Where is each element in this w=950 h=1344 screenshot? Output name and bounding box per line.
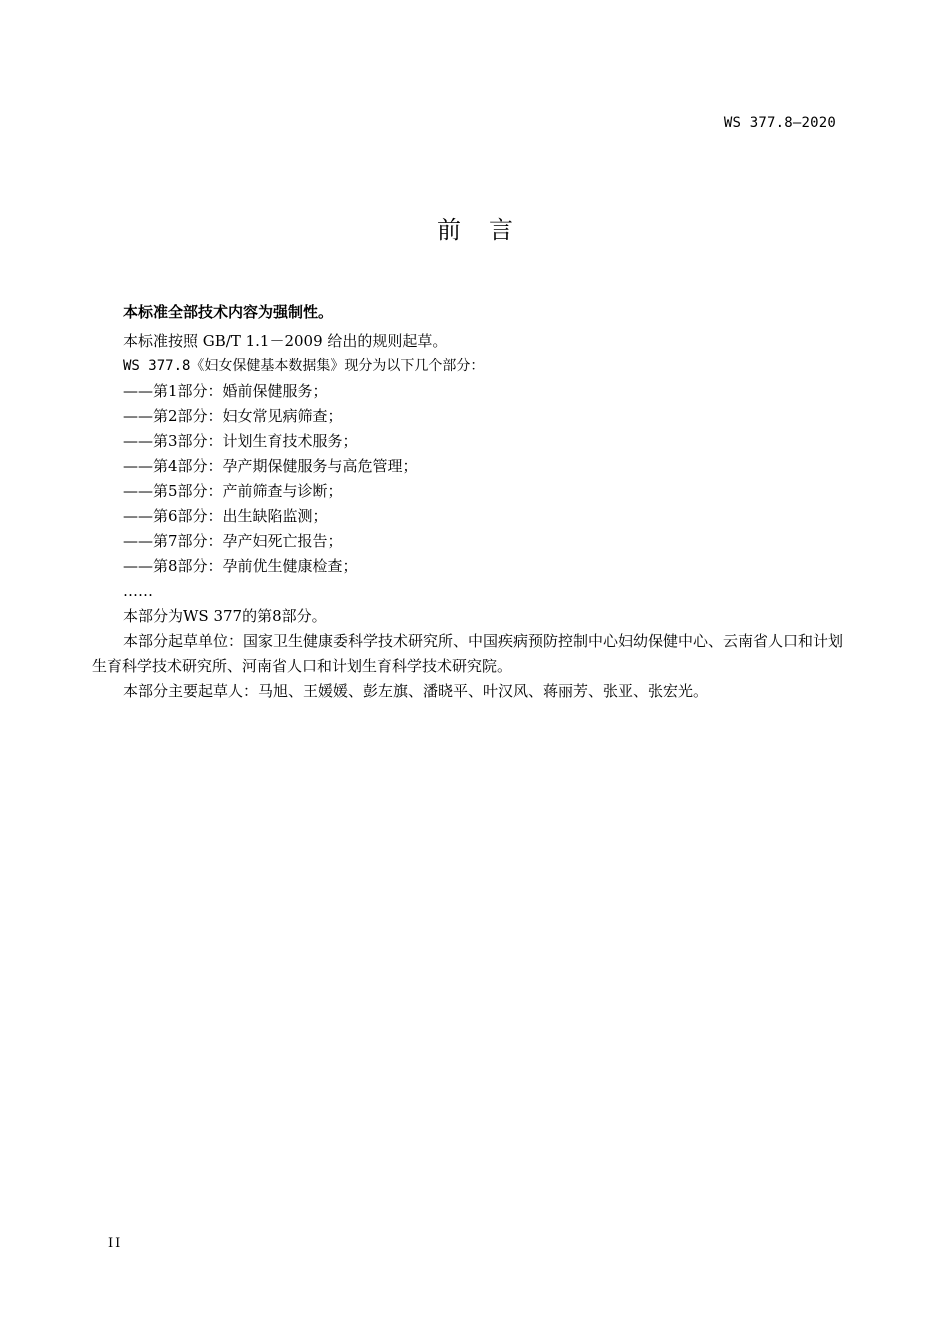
page-title: 前言 (437, 216, 541, 244)
parts-intro-paragraph: WS 377.8《妇女保健基本数据集》现分为以下几个部分： (123, 358, 485, 374)
drafters-paragraph: 本部分主要起草人：马旭、王媛媛、彭左旗、潘晓平、叶汉风、蒋丽芳、张亚、张宏光。 (123, 682, 709, 700)
list-item: ——第8部分：孕前优生健康检查； (123, 557, 358, 575)
list-item: ——第7部分：孕产妇死亡报告； (123, 532, 343, 550)
list-item: ——第1部分：婚前保健服务； (123, 382, 328, 400)
mandatory-statement: 本标准全部技术内容为强制性。 (123, 303, 334, 321)
list-item: ——第3部分：计划生育技术服务； (123, 432, 358, 450)
drafting-units-paragraph: 本部分起草单位：国家卫生健康委科学技术研究所、中国疾病预防控制中心妇幼保健中心、云南省人口和计划生育科学技术研究所、河南省人口和计划生育科学技术研究院。 (92, 632, 844, 675)
page-number: II (108, 1236, 123, 1251)
parts-list (92, 379, 844, 604)
standard-code: WS 377.8—2020 (723, 115, 836, 131)
drafting-rule-paragraph: 本标准按照 GB/T 1.1－2009 给出的规则起草。 (123, 332, 448, 350)
preface-body (92, 300, 844, 704)
list-item: ——第2部分：妇女常见病筛查； (123, 407, 343, 425)
list-item: …… (123, 582, 153, 600)
part-of-paragraph: 本部分为WS 377的第8部分。 (123, 607, 327, 625)
list-item: ——第6部分：出生缺陷监测； (123, 507, 328, 525)
list-item: ——第5部分：产前筛查与诊断； (123, 482, 343, 500)
list-item: ——第4部分：孕产期保健服务与高危管理； (123, 457, 418, 475)
